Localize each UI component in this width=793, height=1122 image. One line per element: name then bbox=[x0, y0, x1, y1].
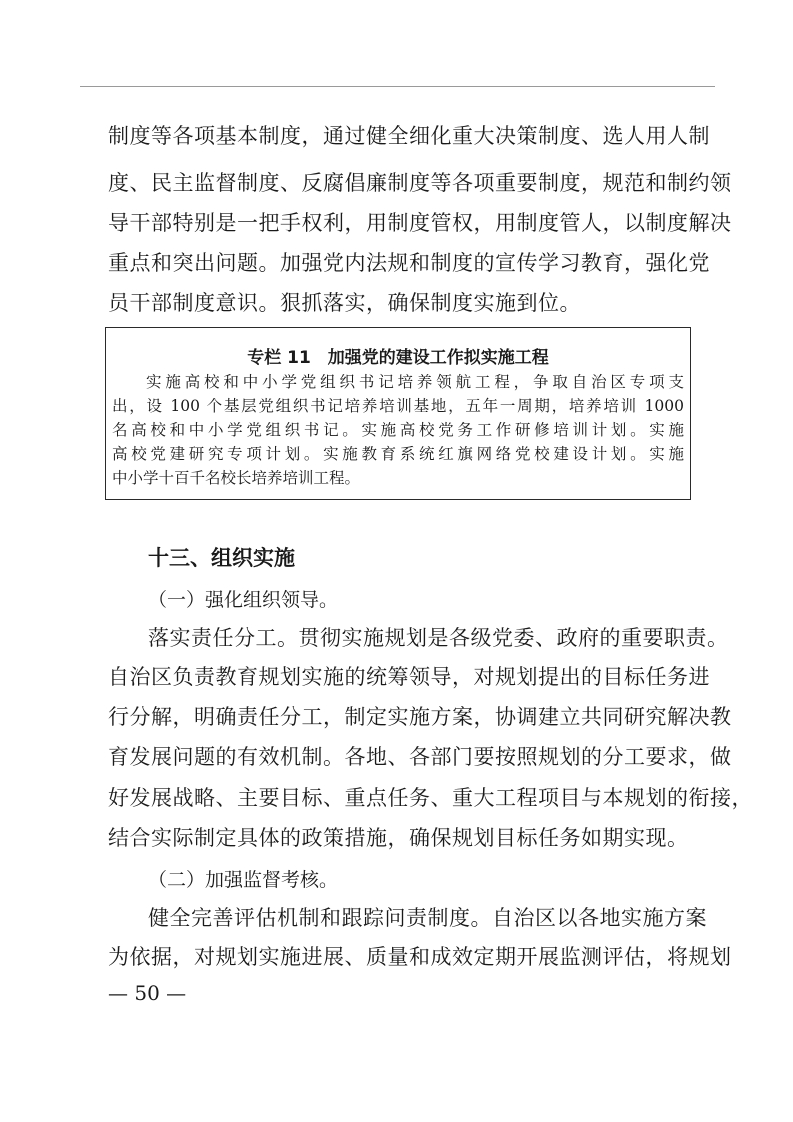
header-rule bbox=[80, 86, 715, 87]
box-line: 中小学十百千名校长培养培训工程。 bbox=[112, 469, 361, 487]
section-heading: 十三、组织实施 bbox=[148, 546, 295, 570]
text-line: 好发展战略、主要目标、重点任务、重大工程项目与本规划的衔接， bbox=[108, 786, 753, 810]
text-line: 导干部特别是一把手权利，用制度管权，用制度管人，以制度解决 bbox=[108, 211, 732, 235]
text-line: 员干部制度意识。狠抓落实，确保制度实施到位。 bbox=[108, 291, 581, 315]
page-number: — 50 — bbox=[108, 981, 187, 1005]
subsection-title: （二）加强监督考核。 bbox=[148, 869, 339, 891]
text-line: 健全完善评估机制和跟踪问责制度。自治区以各地实施方案 bbox=[148, 906, 707, 930]
box-line: 高校党建研究专项计划。实施教育系统红旗网络党校建设计划。实施 bbox=[112, 445, 684, 463]
text-line: 行分解，明确责任分工，制定实施方案，协调建立共同研究解决教 bbox=[108, 705, 732, 729]
text-line: 结合实际制定具体的政策措施，确保规划目标任务如期实现。 bbox=[108, 826, 689, 850]
box-line: 实施高校和中小学党组织书记培养领航工程，争取自治区专项支 bbox=[146, 373, 684, 391]
text-line: 度、民主监督制度、反腐倡廉制度等各项重要制度，规范和制约领 bbox=[108, 171, 732, 195]
feature-box bbox=[105, 327, 691, 500]
text-line: 制度等各项基本制度，通过健全细化重大决策制度、选人用人制 bbox=[108, 124, 710, 148]
text-line: 落实责任分工。贯彻实施规划是各级党委、政府的重要职责。 bbox=[148, 626, 729, 650]
subsection-title: （一）强化组织领导。 bbox=[148, 589, 339, 611]
box-line: 出，设 100 个基层党组织书记培养培训基地，五年一周期，培养培训 1000 bbox=[112, 397, 684, 415]
box-line: 名高校和中小学党组织书记。实施高校党务工作研修培训计划。实施 bbox=[112, 421, 684, 439]
text-line: 为依据，对规划实施进展、质量和成效定期开展监测评估，将规划 bbox=[108, 945, 732, 969]
text-line: 育发展问题的有效机制。各地、各部门要按照规划的分工要求，做 bbox=[108, 745, 732, 769]
text-line: 自治区负责教育规划实施的统筹领导，对规划提出的目标任务进 bbox=[108, 665, 710, 689]
text-line: 重点和突出问题。加强党内法规和制度的宣传学习教育，强化党 bbox=[108, 251, 710, 275]
box-title: 专栏 11 加强党的建设工作拟实施工程 bbox=[247, 348, 549, 368]
